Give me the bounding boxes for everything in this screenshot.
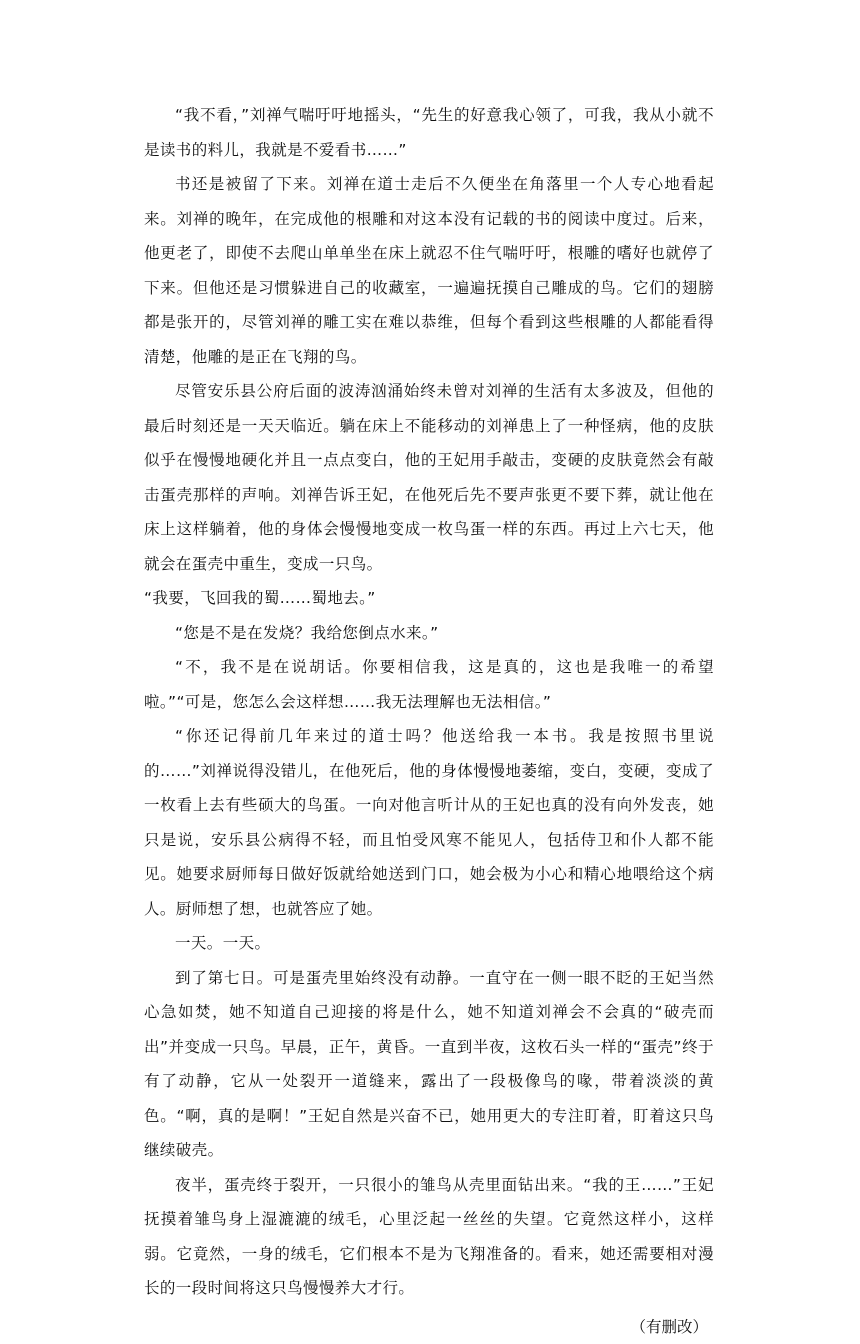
paragraph-1: “我不看，”刘禅气喘吁吁地摇头，“先生的好意我心领了，可我，我从小就不是读书的料儿，我就是不爱看书……” — [144, 98, 714, 167]
passage-text — [144, 98, 714, 1344]
paragraph-5: “您是不是在发烧？我给您倒点水来。” — [144, 616, 714, 651]
paragraph-7: “你还记得前几年来过的道士吗？他送给我一本书。我是按照书里说的……”刘禅说得没错儿，在他死后，他的身体慢慢地萎缩，变白，变硬，变成了一枚看上去有些硕大的鸟蛋。一向对他言听计从的王妃也真的没有向外发丧，她只是说，安乐县公病得不轻，而且怕受风寒不能见人，包括侍卫和仆人都不能见。她要求厨师每日做好饭就给她送到门口，她会极为小心和精心地喂给这个病人。厨师想了想，也就答应了她。 — [144, 719, 714, 926]
paragraph-8: 一天。一天。 — [144, 926, 714, 961]
paragraph-6: “不，我不是在说胡话。你要相信我，这是真的，这也是我唯一的希望啦。”“可是，您怎么会这样想……我无法理解也无法相信。” — [144, 650, 714, 719]
source-note: （有删改） — [144, 1310, 714, 1344]
paragraph-9: 到了第七日。可是蛋壳里始终没有动静。一直守在一侧一眼不眨的王妃当然心急如焚，她不知道自己迎接的将是什么，她不知道刘禅会不会真的“破壳而出”并变成一只鸟。早晨，正午，黄昏。一直到半夜，这枚石头一样的“蛋壳”终于有了动静，它从一处裂开一道缝来，露出了一段极像鸟的喙，带着淡淡的黄色。“啊，真的是啊！”王妃自然是兴奋不已，她用更大的专注盯着，盯着这只鸟继续破壳。 — [144, 961, 714, 1168]
paragraph-4: “我要，飞回我的蜀……蜀地去。” — [144, 581, 714, 616]
paragraph-2: 书还是被留了下来。刘禅在道士走后不久便坐在角落里一个人专心地看起来。刘禅的晚年，在完成他的根雕和对这本没有记载的书的阅读中度过。后来，他更老了，即使不去爬山单单坐在床上就忍不住气喘吁吁，根雕的嗜好也就停了下来。但他还是习惯躲进自己的收藏室，一遍遍抚摸自己雕成的鸟。它们的翅膀都是张开的，尽管刘禅的雕工实在难以恭维，但每个看到这些根雕的人都能看得清楚，他雕的是正在飞翔的鸟。 — [144, 167, 714, 374]
paragraph-3: 尽管安乐县公府后面的波涛汹涌始终未曾对刘禅的生活有太多波及，但他的最后时刻还是一天天临近。躺在床上不能移动的刘禅患上了一种怪病，他的皮肤似乎在慢慢地硬化并且一点点变白，他的王妃用手敲击，变硬的皮肤竟然会有敲击蛋壳那样的声响。刘禅告诉王妃，在他死后先不要声张更不要下葬，就让他在床上这样躺着，他的身体会慢慢地变成一枚鸟蛋一样的东西。再过上六七天，他就会在蛋壳中重生，变成一只鸟。 — [144, 374, 714, 581]
paragraph-10: 夜半，蛋壳终于裂开，一只很小的雏鸟从壳里面钻出来。“我的王……”王妃抚摸着雏鸟身上湿漉漉的绒毛，心里泛起一丝丝的失望。它竟然这样小，这样弱。它竟然，一身的绒毛，它们根本不是为飞翔准备的。看来，她还需要相对漫长的一段时间将这只鸟慢慢养大才行。 — [144, 1168, 714, 1306]
